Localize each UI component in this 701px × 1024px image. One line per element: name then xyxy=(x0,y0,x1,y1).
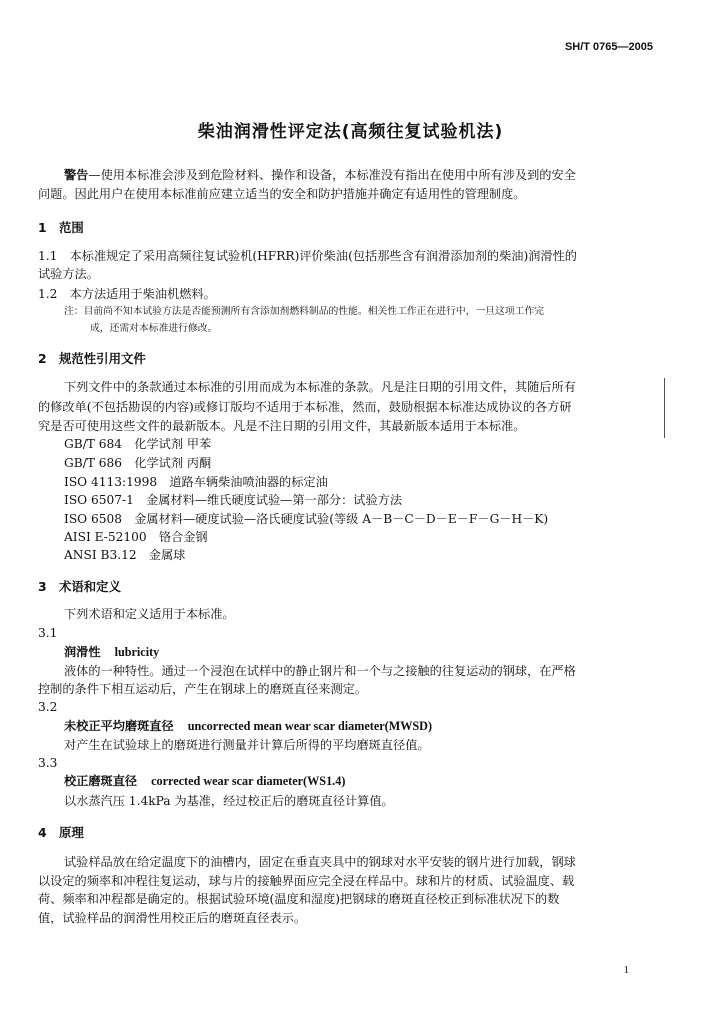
reference-item: GB/T 686 化学试剂 丙酮 xyxy=(64,456,212,470)
standard-code: SH/T 0765—2005 xyxy=(564,41,653,53)
references-intro-line-3: 究是否可使用这些文件的最新版本。凡是不注日期的引用文件，其最新版本适用于本标准。 xyxy=(38,419,526,433)
note-line-1: 注：目前尚不知本试验方法是否能预测所有含添加剂燃料制品的性能。相关性工作正在进行中，一旦这项工作完 xyxy=(64,306,545,317)
clause-1-2: 1.2 本方法适用于柴油机燃料。 xyxy=(38,287,216,301)
warning-line-2: 问题。因此用户在使用本标准前应建立适当的安全和防护措施并确定有适用性的管理制度。 xyxy=(38,187,526,201)
reference-item: GB/T 684 化学试剂 甲苯 xyxy=(64,437,212,451)
clause-1-1-line-2: 试验方法。 xyxy=(38,267,99,281)
term-definition-line-1: 液体的一种特性。通过一个浸泡在试样中的静止钢片和一个与之接触的往复运动的钢球，在严格 xyxy=(64,664,576,678)
section-3-heading: 3 术语和定义 xyxy=(38,579,121,594)
principle-line-2: 以设定的频率和冲程往复运动，球与片的接触界面应完全浸在样品中。球和片的材质、试验温度、载 xyxy=(38,874,575,888)
references-intro-line-1: 下列文件中的条款通过本标准的引用而成为本标准的条款。凡是注日期的引用文件，其随后所有 xyxy=(64,380,576,394)
clause-1-1-line-1: 1.1 本标准规定了采用高频往复试验机(HFRR)评价柴油(包括那些含有润滑添加剂的柴油)润滑性的 xyxy=(38,249,577,263)
term-definition-line-1: 对产生在试验球上的磨斑进行测量并计算后所得的平均磨斑直径值。 xyxy=(64,738,430,752)
term-en: lubricity xyxy=(114,645,160,659)
principle-line-1: 试验样品放在给定温度下的油槽内，固定在垂直夹具中的钢球对水平安装的钢片进行加载，钢球 xyxy=(64,855,576,869)
term-definition-line-2: 控制的条件下相互运动后，产生在钢球上的磨斑直径来测定。 xyxy=(38,682,368,696)
term-en: uncorrected mean wear scar diameter(MWSD) xyxy=(187,719,433,733)
page-number: 1 xyxy=(623,964,629,976)
principle-line-3: 荷、频率和冲程都是确定的。根据试验环境(温度和湿度)把钢球的磨斑直径校正到标准状况下的数 xyxy=(38,892,560,906)
reference-item: ANSI B3.12 金属球 xyxy=(64,548,186,562)
note-line-2: 成，还需对本标准进行修改。 xyxy=(90,323,218,334)
references-intro-line-2: 的修改单(不包括勘误的内容)或修订版均不适用于本标准，然而，鼓励根据本标准达成协议的各方研 xyxy=(38,400,572,414)
margin-rule xyxy=(664,378,665,438)
term-zh: 校正磨斑直径 xyxy=(64,774,138,788)
warning-line-1 xyxy=(64,166,576,185)
section-2-heading: 2 规范性引用文件 xyxy=(38,351,146,366)
document-title: 柴油润滑性评定法(高频往复试验机法) xyxy=(197,122,504,142)
term-definition-line-1: 以水蒸汽压 1.4kPa 为基准，经过校正后的磨斑直径计算值。 xyxy=(64,794,394,808)
reference-item: ISO 6508 金属材料—硬度试验—洛氏硬度试验(等级 A－B－C－D－E－F－G－H－K) xyxy=(64,512,549,526)
term-number: 3.2 xyxy=(38,700,58,714)
reference-item: AISI E-52100 铬合金钢 xyxy=(64,530,208,544)
section-1-heading: 1 范围 xyxy=(38,220,84,235)
reference-item: ISO 6507-1 金属材料—维氏硬度试验—第一部分：试验方法 xyxy=(64,493,403,507)
principle-line-4: 值，试验样品的润滑性用校正后的磨斑直径表示。 xyxy=(38,911,307,925)
term-en: corrected wear scar diameter(WS1.4) xyxy=(151,774,346,788)
reference-item: ISO 4113:1998 道路车辆柴油喷油器的标定油 xyxy=(64,475,328,489)
term-number: 3.3 xyxy=(38,756,58,770)
term-title xyxy=(64,643,159,662)
term-title xyxy=(64,717,432,736)
term-number: 3.1 xyxy=(38,626,58,640)
warning-label: 警告 xyxy=(64,168,89,182)
term-title xyxy=(64,772,345,791)
warning-text-1: —使用本标准会涉及到危险材料、操作和设备，本标准没有指出在使用中所有涉及到的安全 xyxy=(88,168,576,182)
term-zh: 润滑性 xyxy=(64,645,101,659)
section-4-heading: 4 原理 xyxy=(38,825,84,840)
terms-intro: 下列术语和定义适用于本标准。 xyxy=(64,607,235,621)
term-zh: 未校正平均磨斑直径 xyxy=(64,719,174,733)
